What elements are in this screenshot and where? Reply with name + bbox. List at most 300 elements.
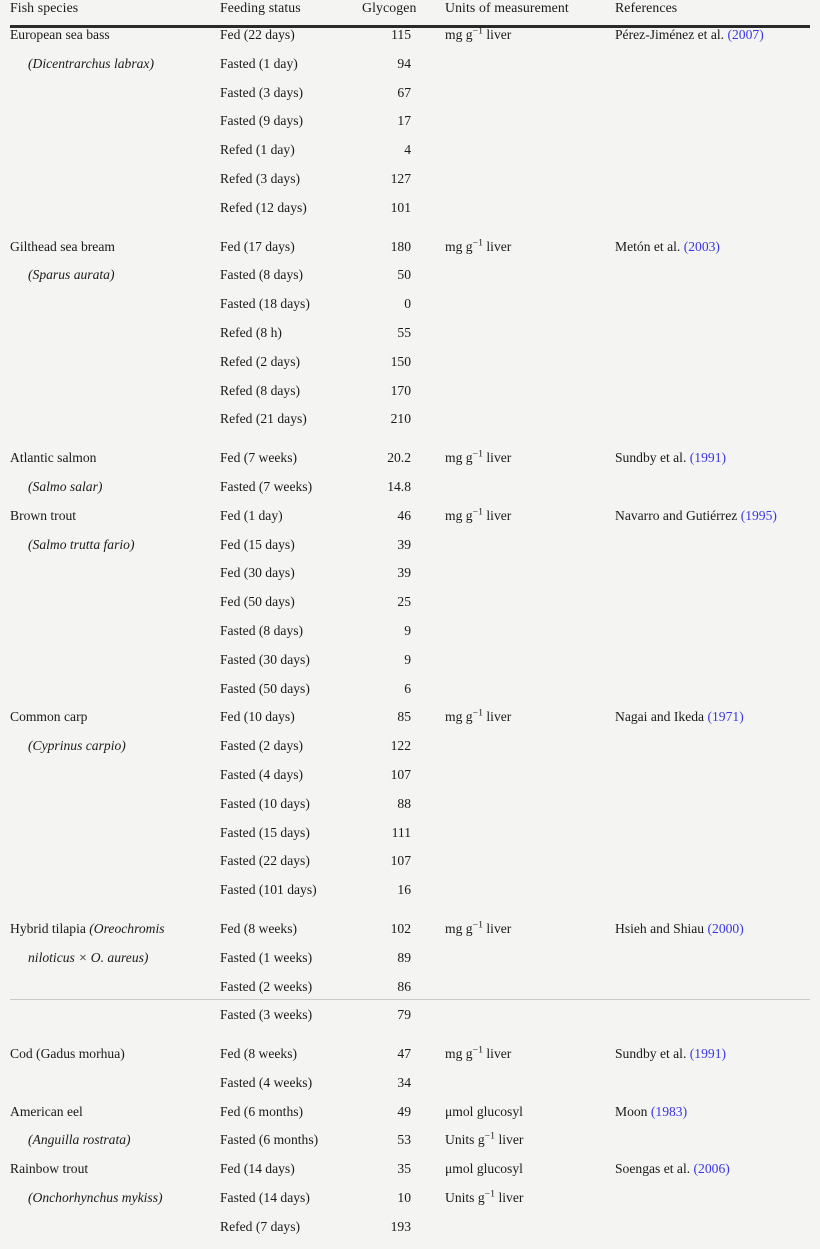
glycogen-value-cell: 39 — [397, 565, 411, 581]
glycogen-value-cell: 86 — [397, 978, 411, 994]
units-cell-empty — [445, 653, 615, 682]
reference-cell[interactable] — [615, 1162, 810, 1191]
units-cell-empty — [445, 355, 615, 384]
table-row — [10, 854, 810, 883]
units-cell-empty — [445, 268, 615, 297]
table-row — [10, 1133, 810, 1162]
feeding-status-cell: Fasted (18 days) — [220, 296, 310, 312]
units-cell — [445, 27, 615, 57]
units-cell-empty — [445, 326, 615, 355]
feeding-status-cell: Fasted (9 days) — [220, 113, 304, 129]
reference-cell-empty — [615, 566, 810, 595]
glycogen-value-cell: 4 — [404, 142, 411, 158]
species-cell-empty — [10, 951, 220, 980]
reference-cell-empty — [615, 268, 810, 297]
reference-year-link[interactable]: (1971) — [707, 709, 744, 725]
reference-cell-empty — [615, 57, 810, 86]
reference-cell[interactable] — [615, 27, 810, 57]
species-cell-empty — [10, 1133, 220, 1162]
feeding-status-cell: Fasted (3 weeks) — [220, 1007, 313, 1023]
table-row — [10, 624, 810, 653]
feeding-status-cell: Fed (15 days) — [220, 536, 295, 552]
species-cell-empty — [10, 86, 220, 115]
table-row — [10, 1008, 810, 1037]
glycogen-value-cell: 50 — [397, 267, 411, 283]
species-scientific-name: (Salmo salar) — [28, 478, 103, 494]
table-row — [10, 1220, 810, 1249]
glycogen-value-cell: 55 — [397, 324, 411, 340]
feeding-status-cell: Fasted (1 day) — [220, 55, 298, 71]
species-cell — [10, 1105, 220, 1134]
units-cell-empty — [445, 566, 615, 595]
feeding-status-cell: Fed (7 weeks) — [220, 450, 298, 466]
table-row — [10, 1162, 810, 1191]
reference-year-link[interactable]: (2007) — [727, 27, 764, 42]
units-cell-empty — [445, 797, 615, 826]
glycogen-value-cell: 170 — [390, 382, 411, 398]
reference-cell-empty — [615, 883, 810, 912]
glycogen-value-cell: 17 — [397, 113, 411, 129]
reference-author: Soengas et al. — [615, 1161, 691, 1177]
reference-cell-empty — [615, 1220, 810, 1249]
glycogen-value-cell: 49 — [397, 1103, 411, 1119]
table-row — [10, 566, 810, 595]
species-cell-empty — [10, 57, 220, 86]
reference-cell-empty — [615, 1191, 810, 1220]
feeding-status-cell: Refed (3 days) — [220, 170, 301, 186]
species-cell-empty — [10, 268, 220, 297]
species-cell-empty — [10, 412, 220, 441]
glycogen-value-cell: 16 — [397, 882, 411, 898]
units-cell-empty — [445, 143, 615, 172]
units-cell — [445, 506, 615, 538]
feeding-status-cell: Fasted (15 days) — [220, 824, 310, 840]
reference-cell[interactable] — [615, 710, 810, 739]
species-cell — [10, 710, 220, 739]
reference-cell-empty — [615, 595, 810, 624]
feeding-status-cell: Refed (7 days) — [220, 1218, 301, 1234]
feeding-status-cell: Fed (6 months) — [220, 1103, 304, 1119]
reference-author: Sundby et al. — [615, 450, 687, 466]
species-cell-empty — [10, 172, 220, 201]
species-common-name: Common carp — [10, 709, 88, 725]
feeding-status-cell: Refed (12 days) — [220, 199, 307, 215]
table-body — [10, 27, 810, 1249]
reference-author: Nagai and Ikeda — [615, 709, 705, 725]
glycogen-value-cell: 0 — [404, 296, 411, 312]
species-cell-empty — [10, 480, 220, 509]
table-row — [10, 538, 810, 567]
feeding-status-cell: Fed (30 days) — [220, 565, 295, 581]
table-row — [10, 355, 810, 384]
reference-year-link[interactable]: (2000) — [707, 920, 744, 936]
reference-cell-empty — [615, 797, 810, 826]
feeding-status-cell: Fed (14 days) — [220, 1161, 295, 1177]
reference-year-link[interactable]: (1983) — [650, 1103, 688, 1119]
group-spacer-cell — [220, 1037, 360, 1047]
glycogen-value-cell: 122 — [390, 738, 411, 754]
units-line: Units $g^{-1}$ liver — [445, 1130, 524, 1148]
table-row — [10, 201, 810, 230]
table-row — [10, 451, 810, 480]
units-line: mg $g^{-1}$ liver — [445, 1044, 512, 1062]
units-line: mg $g^{-1}$ liver — [445, 448, 512, 466]
units-cell-empty — [445, 980, 615, 1009]
units-cell-empty — [445, 480, 615, 509]
table-row — [10, 114, 810, 143]
units-line: mg $g^{-1}$ liver — [445, 237, 512, 254]
feeding-status-cell: Fasted (10 days) — [220, 795, 310, 811]
species-cell-empty — [10, 1076, 220, 1105]
units-cell — [445, 448, 615, 480]
feeding-status-cell: Fasted (4 weeks) — [220, 1074, 313, 1090]
reference-cell-empty — [615, 624, 810, 653]
table-row — [10, 653, 810, 682]
units-line: μmol glucosyl — [445, 1161, 523, 1177]
glycogen-value-cell: 14.8 — [387, 478, 411, 494]
reference-cell-empty — [615, 86, 810, 115]
reference-cell-empty — [615, 1133, 810, 1162]
reference-year-link[interactable]: (2006) — [693, 1161, 730, 1177]
reference-cell[interactable] — [615, 240, 810, 269]
feeding-status-cell: Fasted (3 days) — [220, 84, 304, 100]
species-cell-empty — [10, 826, 220, 855]
reference-cell-empty — [615, 1008, 810, 1037]
reference-cell-empty — [615, 172, 810, 201]
table-row — [10, 27, 810, 57]
table-row — [10, 384, 810, 413]
reference-cell-empty — [615, 143, 810, 172]
reference-cell-empty — [615, 412, 810, 441]
units-cell-empty — [445, 297, 615, 326]
reference-author: Pérez-Jiménez et al. — [615, 27, 725, 42]
units-cell — [445, 1130, 615, 1162]
species-scientific-name: (Anguilla rostrata) — [28, 1132, 131, 1148]
feeding-status-cell: Refed (8 days) — [220, 382, 301, 398]
glycogen-value-cell: 85 — [397, 709, 411, 725]
feeding-status-cell: Fasted (30 days) — [220, 651, 310, 667]
units-cell — [445, 1044, 615, 1076]
glycogen-value-cell: 6 — [404, 680, 411, 696]
species-cell-empty — [10, 797, 220, 826]
reference-cell[interactable] — [615, 922, 810, 951]
glycogen-value-cell: 180 — [390, 238, 411, 254]
reference-author: Metón et al. — [615, 238, 681, 254]
reference-cell-empty — [615, 538, 810, 567]
table-row — [10, 1105, 810, 1134]
table-row — [10, 768, 810, 797]
column-header-glycogen: Glycogen — [362, 0, 417, 15]
species-cell-empty — [10, 143, 220, 172]
species-cell — [10, 1047, 220, 1076]
units-cell-empty — [445, 951, 615, 980]
glycogen-value-cell: 39 — [397, 536, 411, 552]
column-header-references: References — [615, 0, 678, 15]
species-cell-empty — [10, 1191, 220, 1220]
table-row — [10, 86, 810, 115]
units-line: mg $g^{-1}$ liver — [445, 25, 512, 42]
species-cell-empty — [10, 297, 220, 326]
table-row — [10, 509, 810, 538]
units-cell-empty — [445, 1008, 615, 1037]
table-row — [10, 57, 810, 86]
units-cell — [445, 1162, 615, 1191]
species-cell-empty — [10, 355, 220, 384]
units-line: mg $g^{-1}$ liver — [445, 919, 512, 936]
glycogen-value-cell: 25 — [397, 594, 411, 610]
reference-year-link[interactable]: (1991) — [689, 1046, 727, 1062]
reference-author: Sundby et al. — [615, 1046, 687, 1062]
units-cell — [445, 707, 615, 739]
units-cell-empty — [445, 57, 615, 86]
group-spacer-cell — [360, 1037, 445, 1047]
feeding-status-cell: Refed (1 day) — [220, 142, 295, 158]
species-common-name: Rainbow trout — [10, 1161, 89, 1177]
reference-cell-empty — [615, 326, 810, 355]
feeding-status-cell: Fasted (7 weeks) — [220, 478, 313, 494]
units-line: mg $g^{-1}$ liver — [445, 707, 512, 725]
table-row — [10, 240, 810, 269]
glycogen-value-cell: 101 — [390, 199, 411, 215]
species-cell-empty — [10, 739, 220, 768]
feeding-status-cell: Fasted (8 days) — [220, 622, 304, 638]
species-scientific-name: (Cyprinus carpio) — [28, 738, 126, 754]
feeding-status-cell: Fasted (8 days) — [220, 267, 304, 283]
species-cell-empty — [10, 768, 220, 797]
species-cell-empty — [10, 980, 220, 1009]
reference-author: Navarro and Gutiérrez — [615, 507, 738, 523]
units-cell-empty — [445, 826, 615, 855]
units-cell-empty — [445, 86, 615, 115]
glycogen-value-cell: 9 — [404, 651, 411, 667]
reference-year-link[interactable]: (1991) — [689, 450, 727, 466]
group-spacer-cell — [445, 1037, 615, 1047]
feeding-status-cell: Fed (10 days) — [220, 709, 295, 725]
species-common-name: Gilthead sea bream — [10, 238, 115, 254]
species-cell — [10, 1162, 220, 1191]
feeding-status-cell: Refed (2 days) — [220, 353, 301, 369]
species-scientific-name: (Salmo trutta fario) — [28, 536, 135, 552]
species-cell-empty — [10, 682, 220, 711]
glycogen-value-cell: 107 — [390, 766, 411, 782]
species-cell-empty — [10, 566, 220, 595]
reference-cell[interactable] — [615, 1047, 810, 1076]
table-row — [10, 883, 810, 912]
species-cell-empty — [10, 384, 220, 413]
glycogen-value-cell: 193 — [390, 1218, 411, 1234]
species-scientific-name: (Dicentrarchus labrax) — [28, 55, 154, 71]
units-cell-empty — [445, 739, 615, 768]
table-row — [10, 710, 810, 739]
column-header-species: Fish species — [10, 0, 79, 15]
reference-cell[interactable] — [615, 1105, 810, 1134]
units-cell-empty — [445, 682, 615, 711]
glycogen-value-cell: 94 — [397, 55, 411, 71]
table-row — [10, 143, 810, 172]
reference-year-link[interactable]: (1995) — [740, 507, 777, 523]
feeding-status-cell: Refed (21 days) — [220, 411, 307, 427]
reference-cell-empty — [615, 854, 810, 883]
units-cell-empty — [445, 412, 615, 441]
reference-cell-empty — [615, 114, 810, 143]
table-row — [10, 326, 810, 355]
glycogen-value-cell: 111 — [391, 824, 411, 840]
reference-cell[interactable] — [615, 509, 810, 538]
feeding-status-cell: Fed (1 day) — [220, 507, 283, 523]
table-row — [10, 980, 810, 1009]
glycogen-value-cell: 127 — [390, 170, 411, 186]
units-cell — [445, 919, 615, 951]
reference-cell-empty — [615, 355, 810, 384]
reference-cell-empty — [615, 201, 810, 230]
glycogen-value-cell: 67 — [397, 84, 411, 100]
glycogen-value-cell: 210 — [390, 411, 411, 427]
table-row — [10, 595, 810, 624]
feeding-status-cell: Fed (22 days) — [220, 27, 295, 42]
species-common-name: Cod (Gadus morhua) — [10, 1046, 125, 1062]
table-row — [10, 797, 810, 826]
species-cell — [10, 451, 220, 480]
species-scientific-name: niloticus × O. aureus) — [28, 949, 149, 965]
species-cell — [10, 240, 220, 269]
units-cell-empty — [445, 768, 615, 797]
units-cell-empty — [445, 854, 615, 883]
feeding-status-cell: Fed (17 days) — [220, 238, 295, 254]
table-row — [10, 1076, 810, 1105]
species-cell-empty — [10, 538, 220, 567]
table-row — [10, 1191, 810, 1220]
glycogen-value-cell: 89 — [397, 949, 411, 965]
feeding-status-cell: Fed (8 weeks) — [220, 920, 298, 936]
table-row — [10, 412, 810, 441]
reference-cell[interactable] — [615, 451, 810, 480]
feeding-status-cell: Fasted (14 days) — [220, 1190, 310, 1206]
units-cell-empty — [445, 1220, 615, 1249]
column-header-units: Units of measurement — [445, 0, 569, 15]
feeding-status-cell: Fasted (101 days) — [220, 882, 317, 898]
species-cell-empty — [10, 201, 220, 230]
species-cell-empty — [10, 114, 220, 143]
species-common-name: Brown trout — [10, 507, 77, 523]
species-common-name: Hybrid tilapia (Oreochromis — [10, 920, 165, 936]
species-cell-empty — [10, 883, 220, 912]
glycogen-value-cell: 47 — [397, 1046, 411, 1062]
species-cell — [10, 922, 220, 951]
glycogen-value-cell: 35 — [397, 1161, 411, 1177]
species-cell-empty — [10, 595, 220, 624]
reference-year-link[interactable]: (2003) — [683, 238, 720, 254]
feeding-status-cell: Fasted (22 days) — [220, 853, 310, 869]
glycogen-value-cell: 79 — [397, 1007, 411, 1023]
glycogen-value-cell: 46 — [397, 507, 411, 523]
reference-cell-empty — [615, 653, 810, 682]
glycogen-value-cell: 53 — [397, 1132, 411, 1148]
species-cell-empty — [10, 624, 220, 653]
units-cell-empty — [445, 384, 615, 413]
reference-cell-empty — [615, 480, 810, 509]
table-row — [10, 951, 810, 980]
header-row — [10, 0, 810, 27]
species-common-name: American eel — [10, 1103, 83, 1119]
units-cell-empty — [445, 624, 615, 653]
table-row — [10, 1047, 810, 1076]
units-cell-empty — [445, 1076, 615, 1105]
table-bottom-rule — [10, 999, 810, 1000]
species-cell — [10, 509, 220, 538]
table-row — [10, 682, 810, 711]
glycogen-value-cell: 107 — [390, 853, 411, 869]
feeding-status-cell: Fasted (1 weeks) — [220, 949, 313, 965]
feeding-status-cell: Fasted (50 days) — [220, 680, 310, 696]
glycogen-value-cell: 88 — [397, 795, 411, 811]
units-cell-empty — [445, 883, 615, 912]
units-cell-empty — [445, 538, 615, 567]
glycogen-value-cell: 150 — [390, 353, 411, 369]
species-cell-empty — [10, 326, 220, 355]
units-cell — [445, 1105, 615, 1134]
species-cell-empty — [10, 1008, 220, 1037]
reference-cell-empty — [615, 768, 810, 797]
table-header — [10, 0, 810, 27]
species-common-name: Atlantic salmon — [10, 450, 97, 466]
table-row — [10, 480, 810, 509]
species-scientific-name: (Sparus aurata) — [28, 267, 115, 283]
feeding-status-cell: Fed (8 weeks) — [220, 1046, 298, 1062]
glycogen-value-cell: 20.2 — [387, 450, 411, 466]
reference-cell-empty — [615, 826, 810, 855]
units-cell — [445, 237, 615, 269]
glycogen-value-cell: 102 — [390, 920, 411, 936]
feeding-status-cell: Fasted (2 days) — [220, 738, 304, 754]
species-cell-empty — [10, 1220, 220, 1249]
table-row — [10, 922, 810, 951]
glycogen-value-cell: 10 — [397, 1190, 411, 1206]
units-line: mg $g^{-1}$ liver — [445, 506, 512, 523]
table-row — [10, 826, 810, 855]
reference-cell-empty — [615, 297, 810, 326]
table-row — [10, 172, 810, 201]
table-row — [10, 268, 810, 297]
reference-cell-empty — [615, 384, 810, 413]
reference-author: Hsieh and Shiau — [615, 920, 705, 936]
fish-glycogen-table — [10, 0, 810, 1249]
feeding-status-cell: Fasted (4 days) — [220, 766, 304, 782]
feeding-status-cell: Fasted (6 months) — [220, 1132, 319, 1148]
group-spacer-cell — [10, 1037, 220, 1047]
feeding-status-cell: Fed (50 days) — [220, 594, 295, 610]
units-cell-empty — [445, 201, 615, 230]
feeding-status-cell: Fasted (2 weeks) — [220, 978, 313, 994]
species-cell-empty — [10, 653, 220, 682]
reference-cell-empty — [615, 951, 810, 980]
units-line: μmol glucosyl — [445, 1103, 523, 1119]
table-row — [10, 739, 810, 768]
glycogen-value-cell: 115 — [391, 27, 411, 42]
glycogen-value-cell: 34 — [397, 1074, 411, 1090]
column-header-feeding-status: Feeding status — [220, 0, 301, 15]
units-cell-empty — [445, 114, 615, 143]
species-cell — [10, 27, 220, 57]
units-line: Units $g^{-1}$ liver — [445, 1188, 524, 1206]
reference-cell-empty — [615, 739, 810, 768]
feeding-status-cell: Refed (8 h) — [220, 324, 282, 340]
reference-cell-empty — [615, 1076, 810, 1105]
glycogen-value-cell: 9 — [404, 622, 411, 638]
units-cell-empty — [445, 595, 615, 624]
units-cell-empty — [445, 172, 615, 201]
reference-author: Moon — [615, 1103, 648, 1119]
species-cell-empty — [10, 854, 220, 883]
